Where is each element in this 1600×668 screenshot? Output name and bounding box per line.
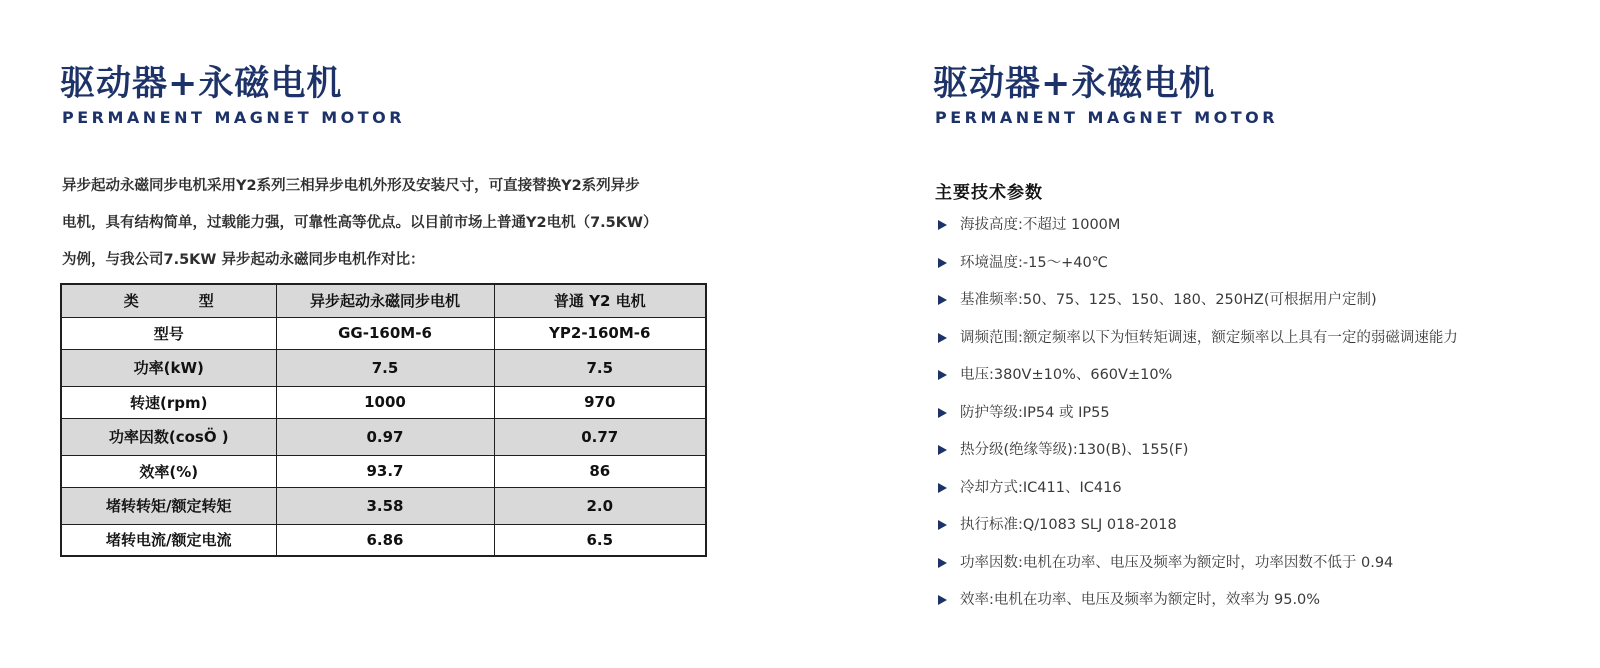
parameter-text: 防护等级:IP54 或 IP55 <box>960 404 1110 421</box>
table-row-label: 功率因数(cosÖ ) <box>61 418 276 455</box>
parameter-text: 冷却方式:IC411、IC416 <box>960 479 1122 496</box>
table-body <box>61 317 706 556</box>
parameter-text: 功率因数:电机在功率、电压及频率为额定时，功率因数不低于 0.94 <box>960 554 1394 571</box>
parameter-list <box>938 214 1583 627</box>
triangle-bullet-icon <box>938 520 947 530</box>
parameter-item <box>938 552 1583 574</box>
table-cell-value: 1000 <box>276 386 494 418</box>
table-cell-value: 86 <box>494 455 706 487</box>
table-row <box>61 487 706 524</box>
parameter-item <box>938 514 1583 536</box>
table-row-label: 功率(kW) <box>61 349 276 386</box>
triangle-bullet-icon <box>938 445 947 455</box>
parameter-item <box>938 364 1583 386</box>
parameter-text: 基准频率:50、75、125、150、180、250HZ(可根据用户定制) <box>960 292 1377 308</box>
table-cell-value: 970 <box>494 386 706 418</box>
page-title-right: 驱动器+永磁电机 <box>933 64 1216 104</box>
table-cell-value: GG-160M-6 <box>276 317 494 349</box>
parameter-item <box>938 252 1583 274</box>
parameter-item <box>938 402 1583 424</box>
parameter-text: 热分级(绝缘等级):130(B)、155(F) <box>960 442 1189 458</box>
parameter-item <box>938 439 1583 461</box>
parameter-text: 环境温度:-15～+40℃ <box>960 254 1108 271</box>
table-cell-value: 3.58 <box>276 487 494 524</box>
table-row-label: 转速(rpm) <box>61 386 276 418</box>
table-row <box>61 418 706 455</box>
comparison-table <box>60 283 707 557</box>
table-row <box>61 455 706 487</box>
parameter-item <box>938 289 1583 311</box>
page-subtitle-right: PERMANENT MAGNET MOTOR <box>935 108 1279 127</box>
table-row-label: 效率(%) <box>61 455 276 487</box>
table-header-cell: 异步起动永磁同步电机 <box>276 284 494 317</box>
intro-paragraph: 异步起动永磁同步电机采用Y2系列三相异步电机外形及安装尺寸，可直接替换Y2系列异步电机，具有结构简单，过载能力强，可靠性高等优点。以目前市场上普通Y2电机（7.5KW）为例，与我公司7.5KW 异步起动永磁同步电机作对比： <box>62 178 651 268</box>
parameter-text: 执行标准:Q/1083 SLJ 018-2018 <box>960 517 1177 533</box>
triangle-bullet-icon <box>938 483 947 493</box>
table-cell-value: YP2-160M-6 <box>494 317 706 349</box>
triangle-bullet-icon <box>938 295 947 305</box>
triangle-bullet-icon <box>938 558 947 568</box>
table-header-cell: 类 型 <box>61 284 276 317</box>
parameter-item <box>938 477 1583 499</box>
triangle-bullet-icon <box>938 595 947 605</box>
parameter-item <box>938 327 1583 349</box>
table-header-row <box>61 284 706 317</box>
parameter-item <box>938 214 1583 236</box>
triangle-bullet-icon <box>938 258 947 268</box>
table-cell-value: 6.86 <box>276 524 494 556</box>
parameter-text: 海拔高度:不超过 1000M <box>960 217 1121 233</box>
table-cell-value: 0.97 <box>276 418 494 455</box>
table-row <box>61 317 706 349</box>
page-subtitle-left: PERMANENT MAGNET MOTOR <box>62 108 406 127</box>
parameter-text: 调频范围:额定频率以下为恒转矩调速，额定频率以上具有一定的弱磁调速能力 <box>960 329 1458 346</box>
triangle-bullet-icon <box>938 220 947 230</box>
page-title-left: 驱动器+永磁电机 <box>60 64 343 104</box>
table-row-label: 型号 <box>61 317 276 349</box>
table-row <box>61 349 706 386</box>
table-header-cell: 普通 Y2 电机 <box>494 284 706 317</box>
parameter-text: 效率:电机在功率、电压及频率为额定时，效率为 95.0% <box>960 592 1321 608</box>
table-row <box>61 386 706 418</box>
section-heading-parameters: 主要技术参数 <box>935 183 1043 203</box>
table-cell-value: 7.5 <box>276 349 494 386</box>
triangle-bullet-icon <box>938 370 947 380</box>
table-cell-value: 0.77 <box>494 418 706 455</box>
table-row <box>61 524 706 556</box>
parameter-item <box>938 589 1583 611</box>
table-row-label: 堵转电流/额定电流 <box>61 524 276 556</box>
table-row-label: 堵转转矩/额定转矩 <box>61 487 276 524</box>
table-cell-value: 6.5 <box>494 524 706 556</box>
table-cell-value: 2.0 <box>494 487 706 524</box>
triangle-bullet-icon <box>938 333 947 343</box>
table-cell-value: 93.7 <box>276 455 494 487</box>
triangle-bullet-icon <box>938 408 947 418</box>
table-cell-value: 7.5 <box>494 349 706 386</box>
parameter-text: 电压:380V±10%、660V±10% <box>960 367 1173 383</box>
